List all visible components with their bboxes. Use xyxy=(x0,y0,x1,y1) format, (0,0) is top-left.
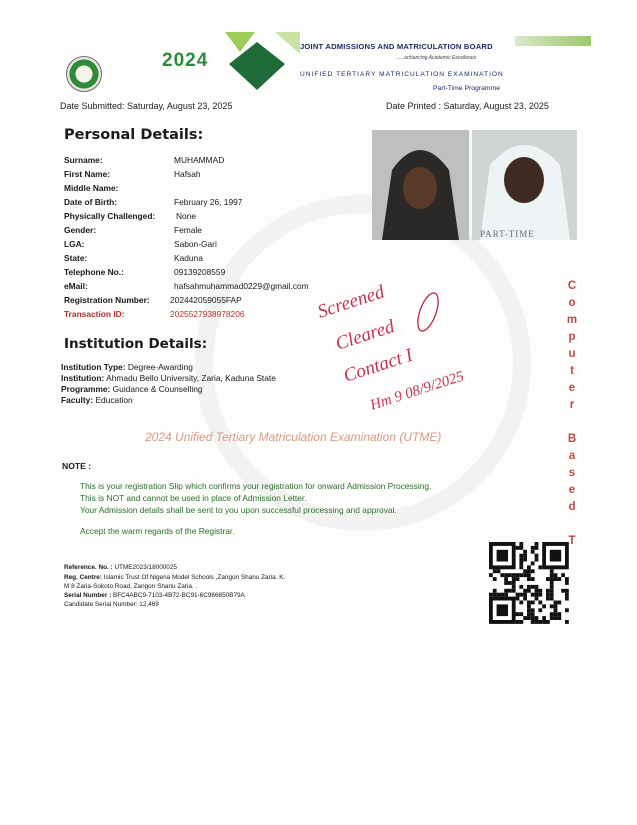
field-value: 202442059055FAP xyxy=(170,295,242,305)
board-motto: ......enhancing Academic Excellence xyxy=(396,55,477,61)
field-value: 2025527938978206 xyxy=(170,309,245,319)
institution-line xyxy=(61,384,203,394)
field-label: Middle Name: xyxy=(64,183,119,193)
registrar-regards: Accept the warm regards of the Registrar. xyxy=(80,526,235,536)
field-label: Telephone No.: xyxy=(64,267,124,277)
field-label: Surname: xyxy=(64,155,103,165)
note-line: This is your registration Slip which confirms your registration for onward Admission Processing. xyxy=(80,481,432,491)
jamb-logo xyxy=(66,56,102,92)
candidate-serial: Candidate Serial Number: 12,469 xyxy=(64,601,159,608)
note-line: This is NOT and cannot be used in place of Admission Letter. xyxy=(80,493,307,503)
handwriting-line: Contact I xyxy=(341,344,416,387)
passport-photo xyxy=(372,130,469,240)
institution-label: Programme: xyxy=(61,384,111,394)
exam-name: UNIFIED TERTIARY MATRICULATION EXAMINATION xyxy=(300,71,504,78)
field-label: Physically Challenged: xyxy=(64,211,156,221)
institution-line xyxy=(61,373,276,383)
institution-value: Education xyxy=(95,395,133,405)
reg-centre-line-2: M 8 Zaria-Sokoto Road, Zangon Shanu Zaria. . xyxy=(64,583,198,590)
serial-value: BFC4ABC9-7103-4B72-BC91-6C986850B79A xyxy=(113,592,245,599)
field-value: February 26, 1997 xyxy=(174,197,243,207)
field-label: Transaction ID: xyxy=(64,309,125,319)
institution-label: Faculty: xyxy=(61,395,94,405)
field-value: Female xyxy=(174,225,202,235)
header-strip xyxy=(515,36,591,46)
field-value: MUHAMMAD xyxy=(174,155,225,165)
institution-value: Degree-Awarding xyxy=(127,362,193,372)
field-label: First Name: xyxy=(64,169,111,179)
note-line: Your Admission details shall be sent to you upon successful processing and approval. xyxy=(80,505,397,515)
qr-code xyxy=(488,540,570,626)
part-time-stamp: PART-TIME xyxy=(480,229,535,239)
handwriting-line: Screened xyxy=(315,281,388,323)
programme-type: Part-Time Programme xyxy=(433,85,500,92)
date-submitted: Date Submitted: Saturday, August 23, 2025 xyxy=(60,101,233,111)
institution-line xyxy=(61,362,193,372)
board-title: JOINT ADMISSIONS AND MATRICULATION BOARD xyxy=(300,42,493,51)
field-value: None xyxy=(176,211,197,221)
institution-line xyxy=(61,395,133,405)
reference-line: Reference. No. : UTME2023/18000025 xyxy=(64,564,177,571)
handwriting-line: Cleared xyxy=(333,316,398,355)
reference-value: UTME2023/18000025 xyxy=(114,564,177,571)
reg-centre-line: Reg. Centre: Islamic Trust Of Nigeria Model Schools ,Zangon Shanu Zaria. K. xyxy=(64,574,286,581)
institution-value: Guidance & Counselling xyxy=(112,384,203,394)
field-value: Sabon-Gari xyxy=(174,239,217,249)
institution-heading: Institution Details: xyxy=(64,336,208,352)
field-value: Hafsah xyxy=(174,169,201,179)
date-printed: Date Printed : Saturday, August 23, 2025 xyxy=(386,101,549,111)
personal-heading: Personal Details: xyxy=(64,127,204,143)
serial-line: Serial Number : BFC4ABC9-7103-4B72-BC91-6C986850B79A xyxy=(64,592,245,599)
reg-centre-value: Islamic Trust Of Nigeria Model Schools ,Zangon Shanu Zaria. K. xyxy=(103,574,286,581)
institution-value: Ahmadu Bello University, Zaria, Kaduna State xyxy=(106,373,276,383)
field-label: Registration Number: xyxy=(64,295,150,305)
field-value: Kaduna xyxy=(174,253,203,263)
field-label: Date of Birth: xyxy=(64,197,118,207)
field-label: eMail: xyxy=(64,281,88,291)
field-value: 09139208559 xyxy=(174,267,226,277)
note-heading: NOTE : xyxy=(62,461,92,471)
handwritten-annotation xyxy=(310,280,550,420)
field-label: LGA: xyxy=(64,239,85,249)
handwriting-line: Hm 9 08/9/2025 xyxy=(368,368,466,414)
field-label: Gender: xyxy=(64,225,97,235)
year-label: 2024 xyxy=(162,50,209,71)
vertical-text: C o m p u t e r B a s e d T xyxy=(566,280,578,547)
institution-label: Institution: xyxy=(61,373,105,383)
institution-label: Institution Type: xyxy=(61,362,126,372)
exam-title: 2024 Unified Tertiary Matriculation Examination (UTME) xyxy=(145,430,442,444)
field-value: hafsahmuhammad0229@gmail.com xyxy=(174,281,309,291)
field-label: State: xyxy=(64,253,88,263)
capture-photo xyxy=(472,130,577,240)
header-diamond-graphic xyxy=(215,32,300,96)
